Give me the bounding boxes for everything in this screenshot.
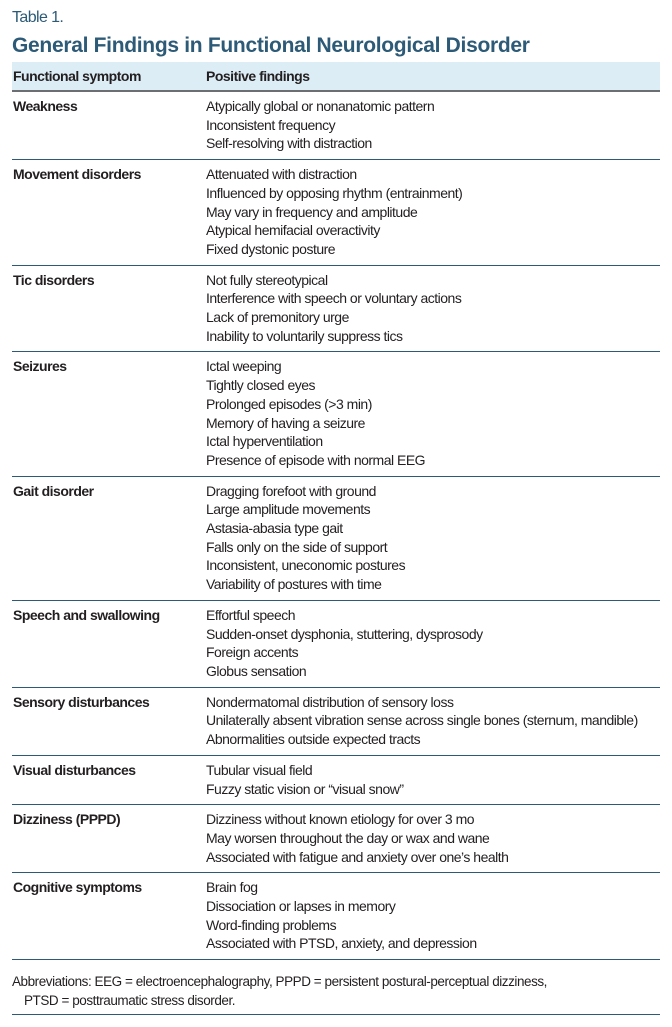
finding-item: Astasia-abasia type gait — [206, 520, 343, 537]
finding-item: Falls only on the side of support — [206, 538, 388, 555]
finding-item: Atypical hemifacial overactivity — [206, 222, 380, 239]
finding-item: Not fully stereotypical — [206, 271, 328, 288]
finding-item: Globus sensation — [206, 662, 307, 679]
table-row — [12, 805, 660, 873]
finding-item: Self-resolving with distraction — [206, 135, 372, 152]
finding-item: May worsen throughout the day or wax and wane — [206, 829, 490, 846]
header-functional-symptom: Functional symptom — [13, 68, 141, 84]
finding-item: Memory of having a seizure — [206, 414, 365, 431]
finding-item: Interference with speech or voluntary actions — [206, 290, 462, 307]
findings-cell — [206, 810, 660, 866]
finding-item: Brain fog — [206, 879, 258, 896]
finding-item: Fixed dystonic posture — [206, 240, 336, 257]
table-title: General Findings in Functional Neurological Disorder — [12, 34, 530, 57]
findings-cell — [206, 761, 660, 798]
finding-item: Inability to voluntarily suppress tics — [206, 327, 403, 344]
symptom-cell: Visual disturbances — [13, 761, 136, 778]
findings-cell — [206, 165, 660, 259]
footnote — [12, 972, 660, 1015]
finding-item: Inconsistent, uneconomic postures — [206, 557, 406, 574]
table-row — [12, 352, 660, 476]
footnote-line: PTSD = posttraumatic stress disorder. — [24, 993, 236, 1009]
finding-item: Fuzzy static vision or “visual snow” — [206, 780, 404, 797]
header-positive-findings: Positive findings — [206, 68, 310, 84]
finding-item: Foreign accents — [206, 644, 299, 661]
findings-cell — [206, 482, 660, 594]
symptom-cell: Tic disorders — [13, 271, 95, 288]
finding-item: Inconsistent frequency — [206, 116, 336, 133]
finding-item: Unilaterally absent vibration sense across single bones (sternum, mandible) — [206, 712, 638, 729]
finding-item: May vary in frequency and amplitude — [206, 203, 418, 220]
finding-item: Tubular visual field — [206, 761, 313, 778]
finding-item: Variability of postures with time — [206, 576, 382, 593]
findings-cell — [206, 693, 660, 749]
symptom-cell: Movement disorders — [13, 166, 141, 183]
finding-item: Word-finding problems — [206, 916, 337, 933]
finding-item: Ictal weeping — [206, 358, 282, 375]
table-row — [12, 688, 660, 756]
table-row — [12, 756, 660, 805]
finding-item: Tightly closed eyes — [206, 377, 316, 394]
table-row — [12, 266, 660, 353]
findings-cell — [206, 271, 660, 346]
finding-item: Influenced by opposing rhythm (entrainment) — [206, 184, 463, 201]
footnote-line: Abbreviations: EEG = electroencephalography, PPPD = persistent postural-perceptual dizziness, — [12, 974, 547, 990]
symptom-cell: Dizziness (PPPD) — [13, 811, 121, 828]
symptom-cell: Gait disorder — [13, 482, 94, 499]
finding-item: Sudden-onset dysphonia, stuttering, dysprosody — [206, 625, 483, 642]
finding-item: Dizziness without known etiology for over 3 mo — [206, 811, 475, 828]
finding-item: Associated with PTSD, anxiety, and depression — [206, 935, 477, 952]
findings-cell — [206, 878, 660, 953]
table-header — [12, 62, 660, 92]
symptom-cell: Weakness — [13, 98, 78, 114]
findings-table — [12, 62, 660, 960]
symptom-cell: Sensory disturbances — [13, 693, 150, 710]
finding-item: Large amplitude movements — [206, 501, 371, 518]
finding-item: Presence of episode with normal EEG — [206, 451, 426, 468]
finding-item: Dissociation or lapses in memory — [206, 898, 396, 915]
table-row — [12, 873, 660, 960]
table-row — [12, 160, 660, 266]
symptom-cell: Cognitive symptoms — [13, 879, 142, 896]
symptom-cell: Speech and swallowing — [13, 606, 160, 623]
finding-item: Prolonged episodes (>3 min) — [206, 395, 372, 412]
findings-cell — [206, 97, 660, 153]
finding-item: Lack of premonitory urge — [206, 309, 349, 326]
findings-cell — [206, 357, 660, 469]
finding-item: Nondermatomal distribution of sensory loss — [206, 693, 454, 710]
finding-item: Ictal hyperventilation — [206, 433, 323, 450]
finding-item: Effortful speech — [206, 606, 296, 623]
symptom-cell: Seizures — [13, 358, 67, 375]
finding-item: Associated with fatigue and anxiety over one’s health — [206, 848, 509, 865]
table-row — [12, 601, 660, 688]
table-row — [12, 92, 660, 160]
table-row — [12, 477, 660, 601]
finding-item: Dragging forefoot with ground — [206, 482, 376, 499]
finding-item: Attenuated with distraction — [206, 166, 357, 183]
finding-item: Atypically global or nonanatomic pattern — [206, 98, 435, 114]
findings-cell — [206, 606, 660, 681]
table-label: Table 1. — [12, 9, 64, 26]
finding-item: Abnormalities outside expected tracts — [206, 731, 421, 748]
table-body — [12, 92, 660, 960]
